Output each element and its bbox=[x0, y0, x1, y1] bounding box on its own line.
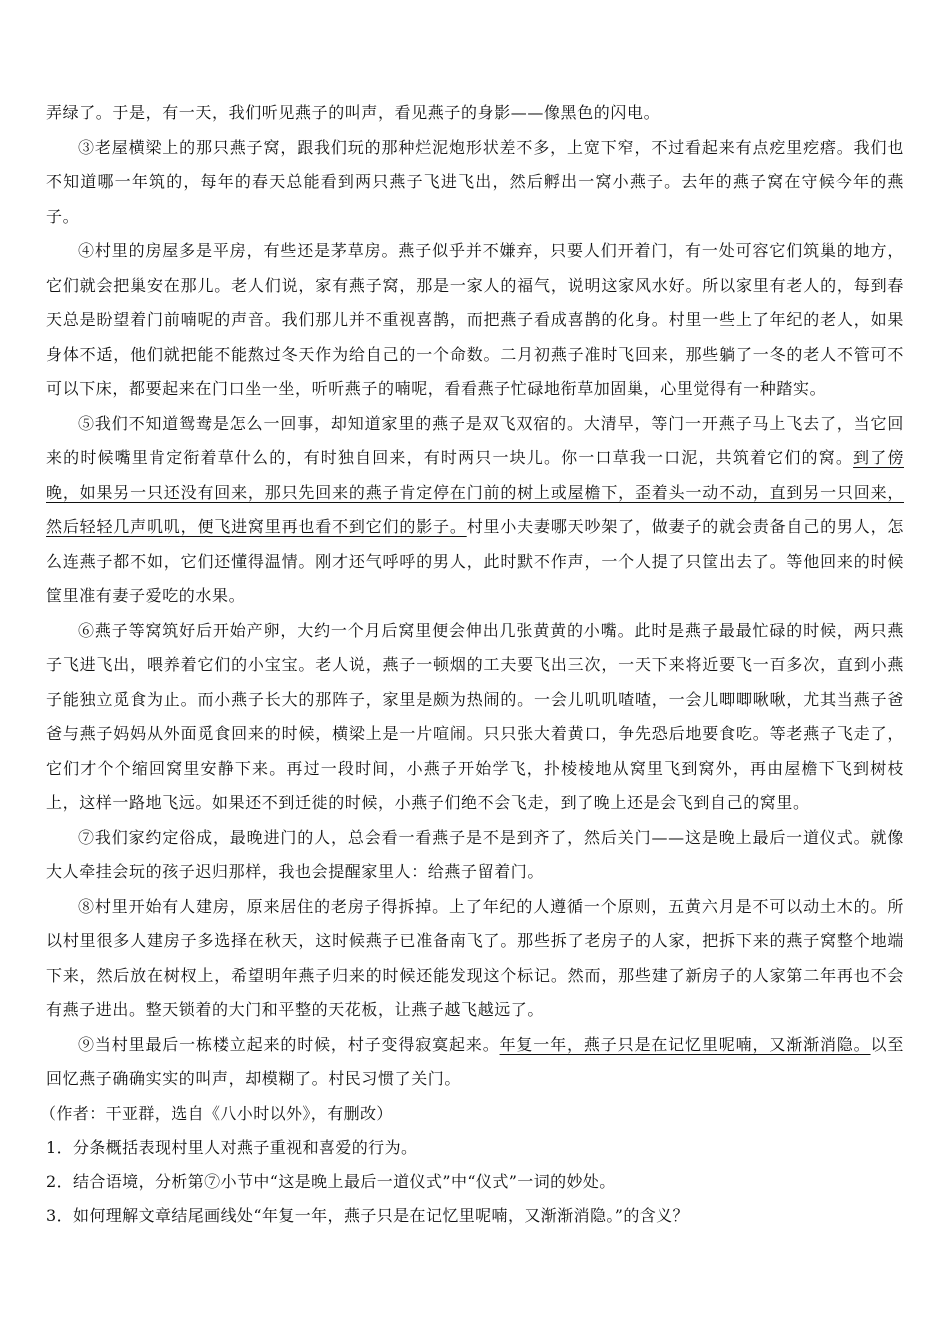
paragraph-7: ⑦我们家约定俗成，最晚进门的人，总会看一看燕子是不是到齐了，然后关门——这是晚上最后一道仪式。就像大人牵挂会玩的孩子迟归那样，我也会提醒家里人：给燕子留着门。 bbox=[46, 827, 904, 881]
paragraph-5-text-a: ⑤我们不知道鸳鸯是怎么一回事，却知道家里的燕子是双飞双宿的。大清早，等门一开燕子马上飞去了，当它回来的时候嘴里肯定衔着草什么的，有时独自回来，有时两只一块儿。你一口草我一口泥，共筑着它们的窝。 bbox=[46, 413, 904, 467]
question-2: 2．结合语境，分析第⑦小节中“这是晚上最后一道仪式”中“仪式”一词的妙处。 bbox=[46, 1171, 616, 1191]
paragraph-3: ③老屋横梁上的那只燕子窝，跟我们玩的那种烂泥炮形状差不多，上宽下窄，不过看起来有点疙里疙瘩。我们也不知道哪一年筑的，每年的春天总能看到两只燕子飞进飞出，然后孵出一窝小燕子。去年的燕子窝在守候今年的燕子。 bbox=[46, 137, 904, 226]
question-1: 1．分条概括表现村里人对燕子重视和喜爱的行为。 bbox=[46, 1137, 418, 1157]
paragraph-9-underlined: 年复一年，燕子只是在记忆里呢喃，又渐渐消隐。 bbox=[499, 1034, 871, 1054]
paragraph-9-text-b: 以至回忆燕子确确实实的叫声，却模糊了。村民习惯了关门。 bbox=[46, 1034, 904, 1088]
paragraph-5-text-b: 村里小夫妻哪天吵架了，做妻子的就会责备自己的男人，怎么连燕子都不如，它们还懂得温情。刚才还气呼呼的男人，此时默不作声，一个人提了只筐出去了。等他回来的时候筐里准有妻子爱吃的水果。 bbox=[46, 517, 904, 605]
paragraph-9 bbox=[46, 1028, 904, 1097]
paragraph-5-underlined: 到了傍晚，如果另一只还没有回来，那只先回来的燕子肯定停在门前的树上或屋檐下，歪着头一动不动，直到另一只回来，然后轻轻几声叽叽，便飞进窝里再也看不到它们的影子。 bbox=[46, 448, 904, 536]
paragraph-2-tail: 弄绿了。于是，有一天，我们听见燕子的叫声，看见燕子的身影——像黑色的闪电。 bbox=[46, 103, 661, 122]
paragraph-4: ④村里的房屋多是平房，有些还是茅草房。燕子似乎并不嫌弃，只要人们开着门，有一处可容它们筑巢的地方，它们就会把巢安在那儿。老人们说，家有燕子窝，那是一家人的福气，说明这家风水好。所以家里有老人的，每到春天总是盼望着门前喃呢的声音。我们那儿并不重视喜鹊，而把燕子看成喜鹊的化身。村里一些上了年纪的老人，如果身体不适，他们就把能不能熬过冬天作为给自己的一个命数。二月初燕子准时飞回来，那些躺了一冬的老人不管可不可以下床，都要起来在门口坐一坐，听听燕子的喃呢，看看燕子忙碌地衔草加固巢，心里觉得有一种踏实。 bbox=[46, 241, 904, 398]
source-note: （作者：干亚群，选自《八小时以外》，有删改） bbox=[40, 1103, 393, 1123]
paragraph-8: ⑧村里开始有人建房，原来居住的老房子得拆掉。上了年纪的人遵循一个原则，五黄六月是不可以动土木的。所以村里很多人建房子多选择在秋天，这时候燕子已准备南飞了。那些拆了老房子的人家，把拆下来的燕子窝整个地端下来，然后放在树杈上，希望明年燕子归来的时候还能发现这个标记。然而，那些建了新房子的人家第二年再也不会有燕子进出。整天锁着的大门和平整的天花板，让燕子越飞越远了。 bbox=[46, 896, 904, 1019]
question-3: 3．如何理解文章结尾画线处“年复一年，燕子只是在记忆里呢喃，又渐渐消隐。”的含义？ bbox=[46, 1205, 689, 1225]
article-body bbox=[40, 96, 904, 1233]
paragraph-6: ⑥燕子等窝筑好后开始产卵，大约一个月后窝里便会伸出几张黄黄的小嘴。此时是燕子最最忙碌的时候，两只燕子飞进飞出，喂养着它们的小宝宝。老人说，燕子一顿烟的工夫要飞出三次，一天下来将近要飞一百多次，直到小燕子能独立觅食为止。而小燕子长大的那阵子，家里是颇为热闹的。一会儿叽叽喳喳，一会儿唧唧啾啾，尤其当燕子爸爸与燕子妈妈从外面觅食回来的时候，横梁上是一片喧闹。只只张大着黄口，争先恐后地要食吃。等老燕子飞走了，它们才个个缩回窝里安静下来。再过一段时间，小燕子开始学飞，扑棱棱地从窝里飞到窝外，再由屋檐下飞到树枝上，这样一路地飞远。如果还不到迁徙的时候，小燕子们绝不会飞走，到了晚上还是会飞到自己的窝里。 bbox=[46, 620, 904, 812]
paragraph-9-text-a: ⑨当村里最后一栋楼立起来的时候，村子变得寂寞起来。 bbox=[78, 1034, 500, 1054]
paragraph-5 bbox=[46, 407, 904, 614]
